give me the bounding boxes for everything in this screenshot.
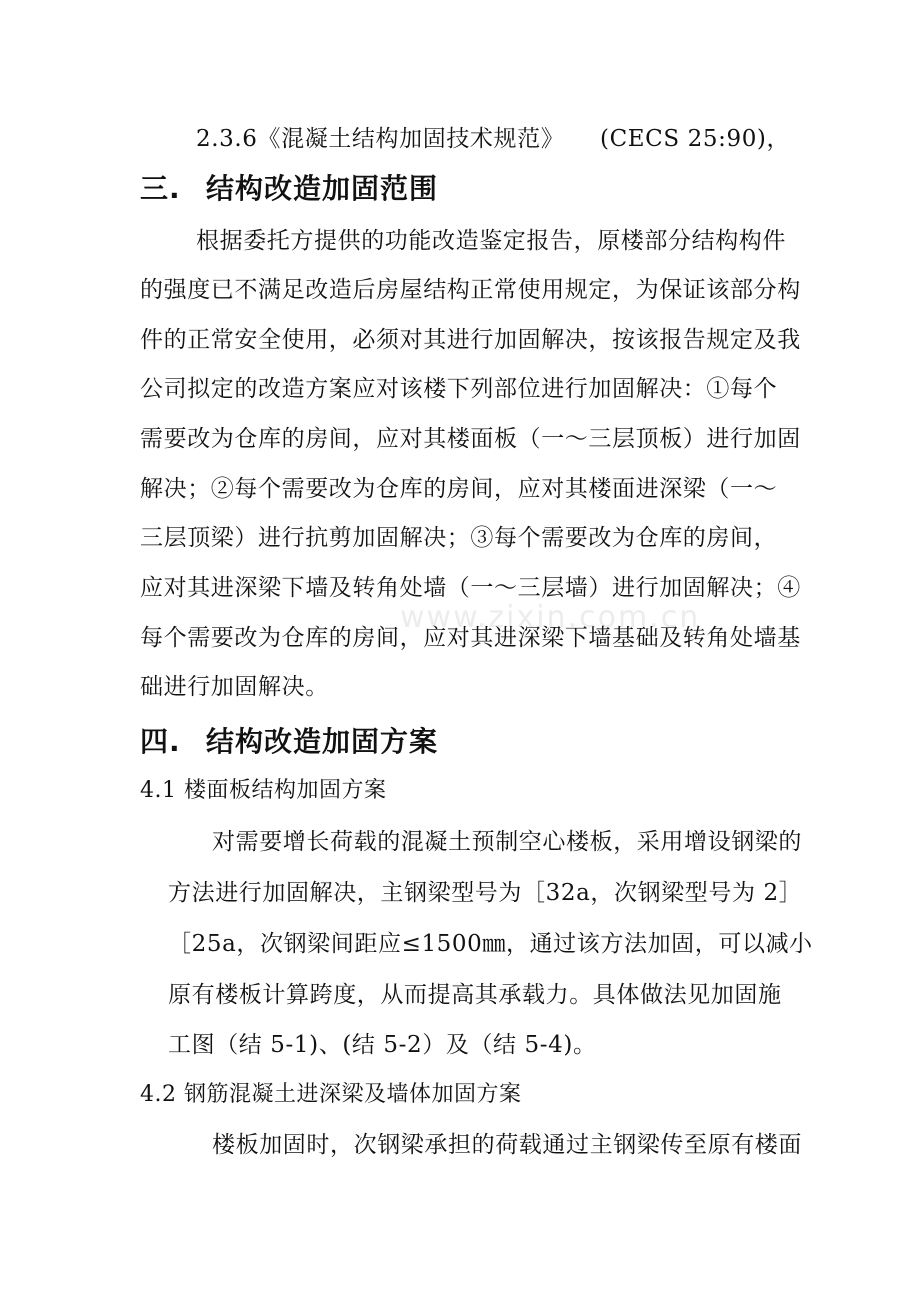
subsection-4-2-title: 4.2 钢筋混凝土进深梁及墙体加固方案: [140, 1082, 522, 1107]
watermark: www.zixin.com.cn: [400, 600, 701, 635]
paragraph-line: 对需要增长荷载的混凝土预制空心楼板，采用增设钢梁的: [212, 829, 802, 855]
section-4-title: 结构改造加固方案: [206, 725, 439, 758]
paragraph-line: 应对其进深梁下墙及转角处墙（一～三层墙）进行加固解决；④: [140, 575, 801, 601]
paragraph-line: 需要改为仓库的房间，应对其楼面板（一～三层顶板）进行加固: [140, 426, 801, 452]
paragraph-line: ［25a，次钢梁间距应≤1500㎜，通过该方法加固，可以减小: [168, 931, 813, 957]
paragraph-line: 楼板加固时，次钢梁承担的荷载通过主钢梁传至原有楼面: [212, 1132, 802, 1158]
section-4-heading: [140, 724, 438, 760]
paragraph-line: 础进行加固解决。: [140, 674, 329, 700]
paragraph-line: 根据委托方提供的功能改造鉴定报告，原楼部分结构构件: [196, 228, 786, 254]
paragraph-line: 解决；②每个需要改为仓库的房间，应对其楼面进深梁（一～: [140, 476, 778, 502]
section-4-number: 四.: [140, 725, 181, 758]
paragraph-line: 三层顶梁）进行抗剪加固解决；③每个需要改为仓库的房间，: [140, 525, 778, 551]
paragraph-line: 原有楼板计算跨度，从而提高其承载力。具体做法见加固施: [168, 982, 782, 1008]
reference-line: 2.3.6《混凝土结构加固技术规范》 (CECS 25:90)，: [196, 126, 791, 152]
section-3-number: 三.: [140, 172, 181, 205]
subsection-4-1-title: 4.1 楼面板结构加固方案: [140, 778, 387, 803]
section-3-title: 结构改造加固范围: [206, 172, 439, 205]
paragraph-line: 每个需要改为仓库的房间，应对其进深梁下墙基础及转角处墙基: [140, 625, 801, 651]
paragraph-line: 件的正常安全使用，必须对其进行加固解决，按该报告规定及我: [140, 327, 801, 353]
section-3-heading: [140, 171, 438, 207]
paragraph-line: 公司拟定的改造方案应对该楼下列部位进行加固解决：①每个: [140, 376, 778, 402]
paragraph-line: 的强度已不满足改造后房屋结构正常使用规定，为保证该部分构: [140, 277, 801, 303]
paragraph-line: 工图（结 5-1)、(结 5-2）及（结 5-4)。: [168, 1032, 597, 1058]
paragraph-line: 方法进行加固解决，主钢梁型号为［32a，次钢梁型号为 2］: [168, 880, 803, 906]
